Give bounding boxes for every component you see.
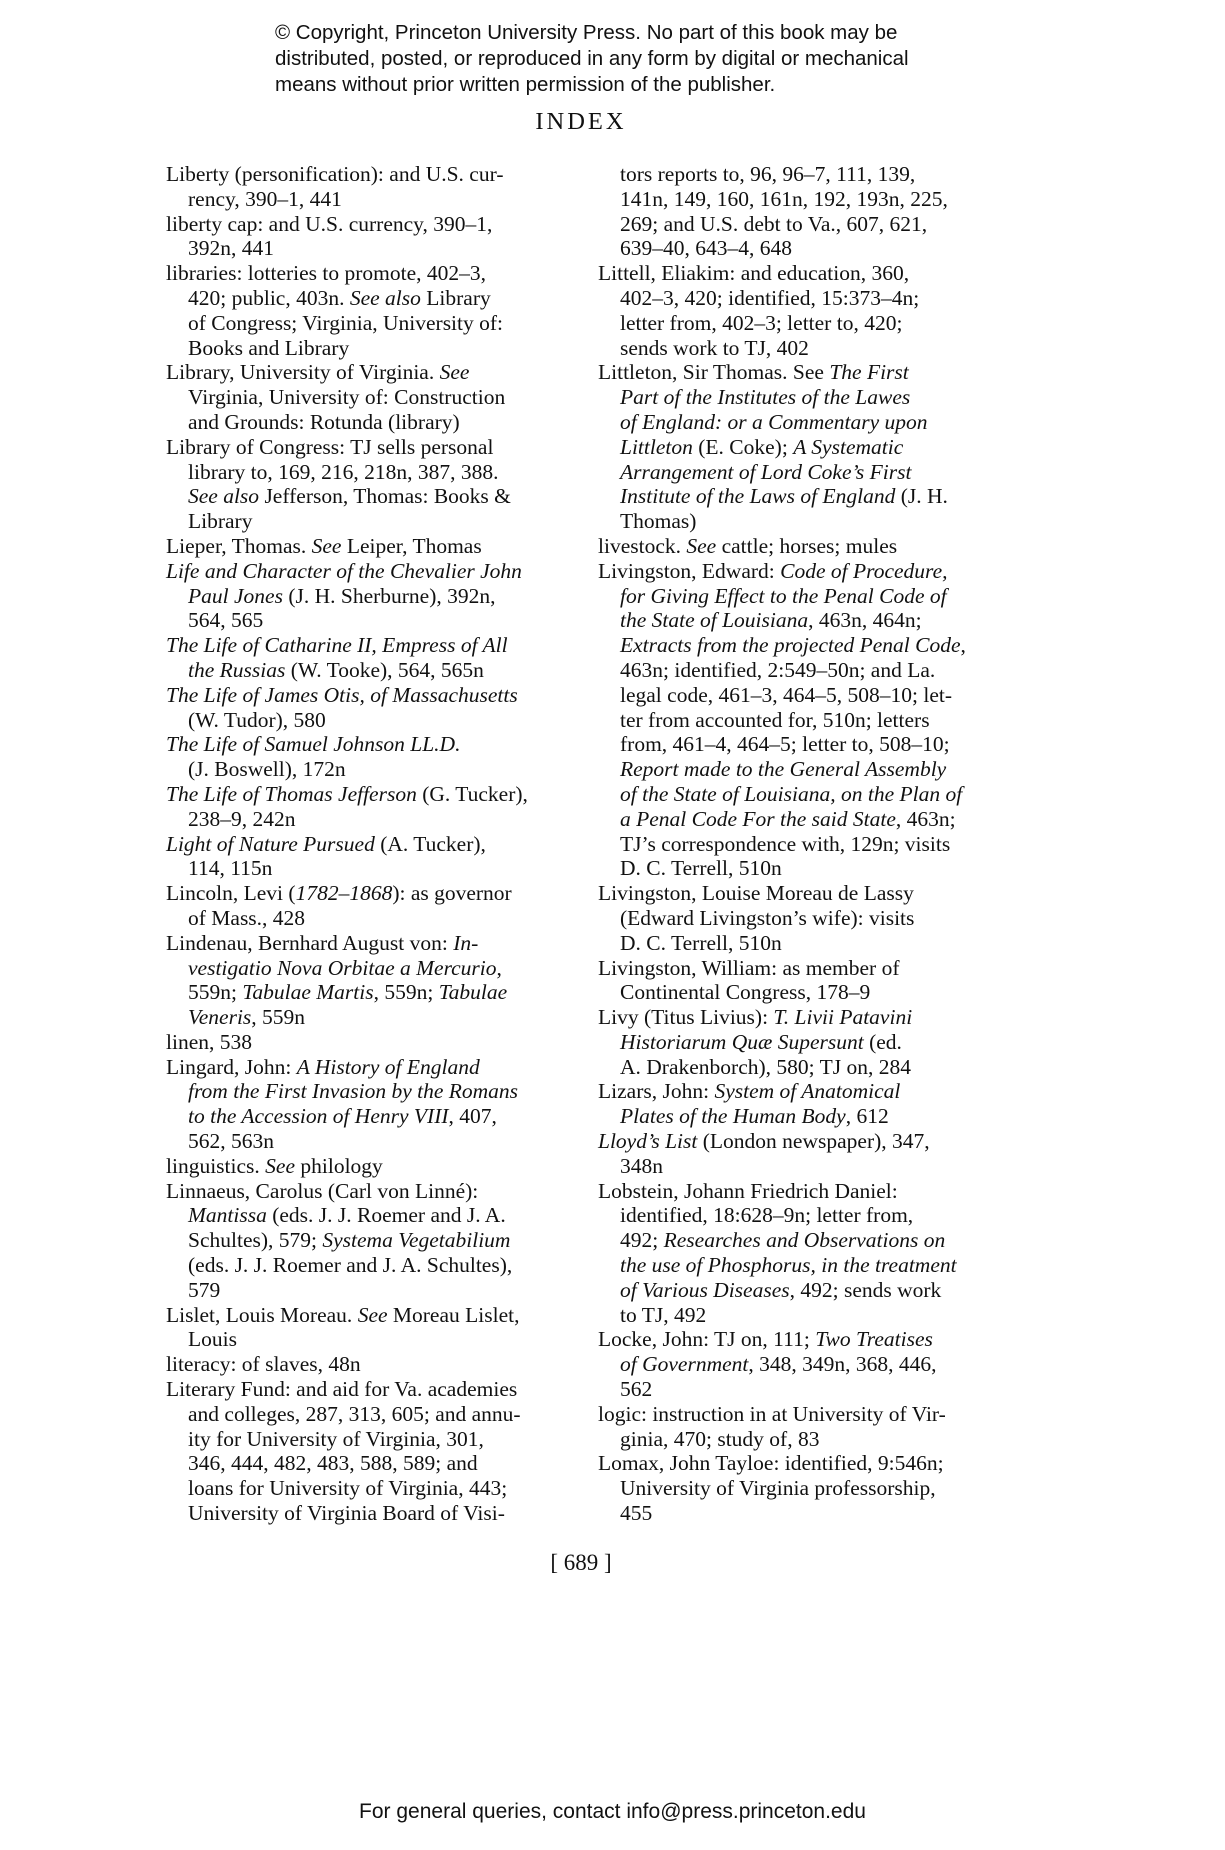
- index-entry-line: 579: [188, 1277, 221, 1302]
- index-entry-line: 348n: [620, 1153, 663, 1178]
- index-entry-line: 269; and U.S. debt to Va., 607, 621,: [620, 211, 928, 236]
- index-entry-heading-line: Locke, John: TJ on, 111; Two Treatises: [598, 1327, 933, 1352]
- index-entry-line: Continental Congress, 178–9: [620, 980, 871, 1005]
- index-entry-heading-line: Livingston, Louise Moreau de Lassy: [598, 881, 914, 906]
- index-entry-line: Plates of the Human Body, 612: [620, 1104, 889, 1129]
- index-entry-heading-line: Lloyd’s List (London newspaper), 347,: [598, 1129, 930, 1154]
- index-entry-line: 564, 565: [188, 608, 264, 633]
- index-entry-line: Part of the Institutes of the Lawes: [620, 385, 911, 410]
- index-entry-heading-line: livestock. See cattle; horses; mules: [598, 533, 898, 558]
- index-entry-line: 420; public, 403n. See also Library: [188, 285, 491, 310]
- index-entry: [598, 1079, 1003, 1129]
- index-entry-line: the use of Phosphorus, in the treatment: [620, 1253, 957, 1278]
- index-entry-line: 559n; Tabulae Martis, 559n; Tabulae: [188, 980, 508, 1005]
- index-entry-heading-line: logic: instruction in at University of Vir-: [598, 1401, 946, 1426]
- index-entry-line: the Russias (W. Tooke), 564, 565n: [188, 657, 484, 682]
- index-entry-line: 463n; identified, 2:549–50n; and La.: [620, 657, 936, 682]
- index-entry-heading-line: literacy: of slaves, 48n: [166, 1352, 361, 1377]
- index-entry-line: TJ’s correspondence with, 129n; visits: [620, 831, 951, 856]
- copyright-line: distributed, posted, or reproduced in any form by digital or mechanical: [275, 47, 909, 70]
- index-entry-heading-line: Littell, Eliakim: and education, 360,: [598, 261, 910, 286]
- index-entry-heading-line: liberty cap: and U.S. currency, 390–1,: [166, 211, 493, 236]
- index-entry-heading-line: linguistics. See philology: [166, 1153, 383, 1178]
- index-entry: [598, 956, 1003, 1006]
- index-entry: [598, 1005, 1003, 1079]
- index-entry-line: to TJ, 492: [620, 1302, 707, 1327]
- page-title: INDEX: [535, 108, 627, 135]
- index-entry: [166, 1055, 571, 1154]
- index-entry-heading-line: Literary Fund: and aid for Va. academies: [166, 1377, 518, 1402]
- index-entry-line: Virginia, University of: Construction: [188, 385, 506, 410]
- index-entry: [598, 1179, 1003, 1328]
- index-entry-line: Institute of the Laws of England (J. H.: [620, 484, 948, 509]
- index-entry-line: of Various Diseases, 492; sends work: [620, 1277, 942, 1302]
- index-entry: [598, 360, 1003, 534]
- index-entry-line: University of Virginia Board of Visi-: [188, 1501, 505, 1526]
- index-entry-line: tors reports to, 96, 96–7, 111, 139,: [620, 162, 916, 186]
- index-entry-heading-line: The Life of James Otis, of Massachusetts: [166, 682, 518, 707]
- index-entry-line: from, 461–4, 464–5; letter to, 508–10;: [620, 732, 950, 757]
- index-entry: [166, 1352, 571, 1377]
- index-entry-heading-line: Littleton, Sir Thomas. See The First: [598, 360, 909, 385]
- index-entry-line: Schultes), 579; Systema Vegetabilium: [188, 1228, 511, 1253]
- index-entry: [598, 261, 1003, 360]
- index-entry: [598, 559, 1003, 881]
- index-entry-line: 562: [620, 1377, 653, 1402]
- page-number: [ 689 ]: [550, 1550, 612, 1575]
- index-entry-line: for Giving Effect to the Penal Code of: [620, 583, 947, 608]
- index-entry-line: D. C. Terrell, 510n: [620, 856, 782, 881]
- index-entry-line: Books and Library: [188, 335, 350, 360]
- index-entry-heading-line: Lieper, Thomas. See Leiper, Thomas: [166, 533, 482, 558]
- index-entry-heading-line: libraries: lotteries to promote, 402–3,: [166, 261, 487, 286]
- index-entry: [166, 832, 571, 882]
- index-entry: [166, 162, 571, 212]
- index-entry-heading-line: Lomax, John Tayloe: identified, 9:546n;: [598, 1451, 944, 1476]
- index-entry: [166, 1179, 571, 1303]
- index-entry-heading-line: Life and Character of the Chevalier John: [166, 558, 522, 583]
- index-entry-line: (W. Tudor), 580: [188, 707, 326, 732]
- index-entry-line: ity for University of Virginia, 301,: [188, 1426, 484, 1451]
- index-entry-line: of Mass., 428: [188, 905, 306, 930]
- index-entry-line: the State of Louisiana, 463n, 464n;: [620, 608, 922, 633]
- index-entry-line: 392n, 441: [188, 236, 274, 261]
- index-entry-line: Littleton (E. Coke); A Systematic: [620, 434, 904, 459]
- index-entry: [166, 881, 571, 931]
- index-entry-line: 455: [620, 1501, 653, 1526]
- index-entry-line: See also Jefferson, Thomas: Books &: [188, 484, 511, 509]
- index-entry-line: 141n, 149, 160, 161n, 192, 193n, 225,: [620, 186, 948, 211]
- index-entry-line: 562, 563n: [188, 1129, 274, 1154]
- index-entry-heading-line: Liberty (personification): and U.S. cur-: [166, 162, 504, 186]
- copyright-line: © Copyright, Princeton University Press. No part of this book may be: [275, 21, 898, 44]
- index-entry-heading-line: The Life of Thomas Jefferson (G. Tucker),: [166, 781, 528, 806]
- index-entry-line: of Government, 348, 349n, 368, 446,: [620, 1352, 937, 1377]
- index-entry: [598, 881, 1003, 955]
- index-entry-heading-line: Library of Congress: TJ sells personal: [166, 434, 494, 459]
- index-entry-heading-line: Lingard, John: A History of England: [166, 1054, 480, 1079]
- index-entry-line: 346, 444, 482, 483, 588, 589; and: [188, 1451, 478, 1476]
- copyright-notice: [275, 20, 1055, 98]
- footer-contact: For general queries, contact info@press.princeton.edu: [359, 1800, 866, 1823]
- index-entry-line: of Congress; Virginia, University of:: [188, 310, 504, 335]
- index-entry-heading-line: The Life of Samuel Johnson LL.D.: [166, 732, 461, 757]
- index-entry-line: Extracts from the projected Penal Code,: [620, 633, 966, 658]
- index-entry-line: rency, 390–1, 441: [188, 186, 342, 211]
- index-entry: [166, 1030, 571, 1055]
- index-entry-line: vestigatio Nova Orbitae a Mercurio,: [188, 955, 502, 980]
- index-column-left: [166, 162, 571, 1526]
- index-entry: [166, 1303, 571, 1353]
- index-entry-line: letter from, 402–3; letter to, 420;: [620, 310, 903, 335]
- index-entry: [166, 1154, 571, 1179]
- index-entry-heading-line: Lindenau, Bernhard August von: In-: [166, 930, 479, 955]
- index-entry: [598, 534, 1003, 559]
- index-entry-line: Arrangement of Lord Coke’s First: [620, 459, 912, 484]
- index-entry-line: (J. Boswell), 172n: [188, 757, 346, 782]
- index-entry-heading-line: Livy (Titus Livius): T. Livii Patavini: [598, 1005, 913, 1030]
- index-entry-line: from the First Invasion by the Romans: [188, 1079, 519, 1104]
- index-entry: [166, 212, 571, 262]
- index-entry-heading-line: Lobstein, Johann Friedrich Daniel:: [598, 1178, 898, 1203]
- index-entry-heading-line: Lislet, Louis Moreau. See Moreau Lislet,: [166, 1302, 520, 1327]
- index-entry-heading-line: Livingston, William: as member of: [598, 955, 900, 980]
- index-entry-line: of the State of Louisiana, on the Plan of: [620, 781, 963, 806]
- index-entry-line: and colleges, 287, 313, 605; and annu-: [188, 1401, 521, 1426]
- index-entry-line: Historiarum Quæ Supersunt (ed.: [620, 1029, 902, 1054]
- index-entry-line: University of Virginia professorship,: [620, 1476, 936, 1501]
- index-entry-line: and Grounds: Rotunda (library): [188, 409, 460, 434]
- index-entry-line: ter from accounted for, 510n; letters: [620, 707, 930, 732]
- index-entry: [166, 931, 571, 1030]
- index-entry: [166, 782, 571, 832]
- index-entry-heading-line: Light of Nature Pursued (A. Tucker),: [166, 831, 486, 856]
- index-entry: [598, 1327, 1003, 1401]
- index-entry-heading-line: Lizars, John: System of Anatomical: [598, 1079, 901, 1104]
- index-entry-line: library to, 169, 216, 218n, 387, 388.: [188, 459, 499, 484]
- index-entry-line: 238–9, 242n: [188, 806, 296, 831]
- index-entry-heading-line: Linnaeus, Carolus (Carl von Linné):: [166, 1178, 479, 1203]
- index-entry: [598, 162, 1003, 261]
- index-entry-line: 639–40, 643–4, 648: [620, 236, 792, 261]
- index-entry-line: Louis: [188, 1327, 237, 1352]
- copyright-line: means without prior written permission of the publisher.: [275, 73, 776, 96]
- index-entry-line: (eds. J. J. Roemer and J. A. Schultes),: [188, 1253, 513, 1278]
- index-entry-line: 402–3, 420; identified, 15:373–4n;: [620, 285, 920, 310]
- index-entry-line: A. Drakenborch), 580; TJ on, 284: [620, 1054, 911, 1079]
- index-entry-line: Paul Jones (J. H. Sherburne), 392n,: [188, 583, 496, 608]
- index-entry-heading-line: Library, University of Virginia. See: [166, 360, 470, 385]
- index-entry-line: a Penal Code For the said State, 463n;: [620, 806, 956, 831]
- index-entry-line: Report made to the General Assembly: [620, 757, 947, 782]
- index-entry-line: 114, 115n: [188, 856, 273, 881]
- index-entry-line: Veneris, 559n: [188, 1005, 306, 1030]
- index-entry-line: loans for University of Virginia, 443;: [188, 1476, 508, 1501]
- index-entry-line: legal code, 461–3, 464–5, 508–10; let-: [620, 682, 952, 707]
- index-entry-line: of England: or a Commentary upon: [620, 409, 928, 434]
- index-entry: [166, 559, 571, 633]
- index-column-right: [598, 162, 1003, 1526]
- index-entry-line: (Edward Livingston’s wife): visits: [620, 905, 915, 930]
- index-entry: [166, 360, 571, 434]
- index-entry-heading-line: linen, 538: [166, 1029, 252, 1054]
- index-entry-line: ginia, 470; study of, 83: [620, 1426, 820, 1451]
- index-entry-line: Mantissa (eds. J. J. Roemer and J. A.: [188, 1203, 506, 1228]
- index-entry-line: 492; Researches and Observations on: [620, 1228, 946, 1253]
- index-entry-line: Library: [188, 509, 253, 534]
- index-entry: [598, 1451, 1003, 1525]
- index-entry: [166, 732, 571, 782]
- index-entry: [166, 1377, 571, 1526]
- index-entry-heading-line: Livingston, Edward: Code of Procedure,: [598, 558, 948, 583]
- index-entry: [166, 435, 571, 534]
- index-entry: [166, 683, 571, 733]
- index-entry-line: Thomas): [620, 509, 697, 534]
- index-entry-line: D. C. Terrell, 510n: [620, 930, 782, 955]
- index-entry: [598, 1129, 1003, 1179]
- index-entry-heading-line: The Life of Catharine II, Empress of All: [166, 633, 508, 658]
- index-entry: [166, 534, 571, 559]
- index-entry-line: identified, 18:628–9n; letter from,: [620, 1203, 914, 1228]
- index-entry-heading-line: Lincoln, Levi (1782–1868): as governor: [166, 881, 512, 906]
- index-entry: [166, 261, 571, 360]
- index-entry: [598, 1402, 1003, 1452]
- index-entry-line: to the Accession of Henry VIII, 407,: [188, 1104, 497, 1129]
- index-entry: [166, 633, 571, 683]
- index-entry-line: sends work to TJ, 402: [620, 335, 809, 360]
